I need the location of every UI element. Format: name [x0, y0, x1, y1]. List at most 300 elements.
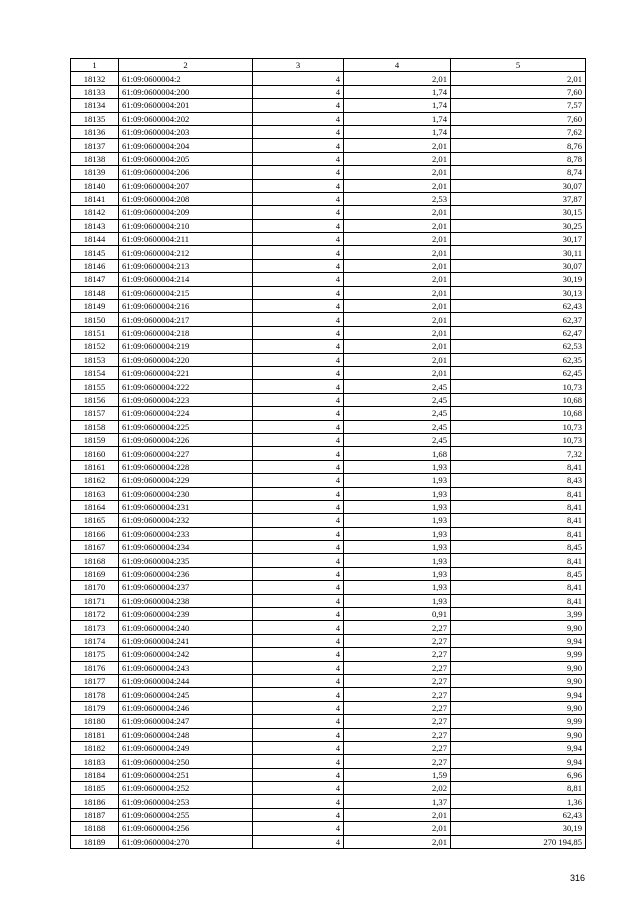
col-4-cell: 1,37: [344, 795, 451, 808]
col-3-cell: 4: [253, 286, 344, 299]
cadastral-number-cell: 61:09:0600004:220: [119, 353, 253, 366]
col-4-cell: 2,01: [344, 259, 451, 272]
col-4-cell: 2,01: [344, 206, 451, 219]
cadastral-number-cell: 61:09:0600004:210: [119, 219, 253, 232]
header-col-5: 5: [451, 59, 586, 72]
table-row: [71, 701, 586, 714]
col-3-cell: 4: [253, 447, 344, 460]
row-number-cell: 18133: [71, 85, 119, 98]
col-5-cell: 30,07: [451, 259, 586, 272]
table-row: [71, 728, 586, 741]
col-4-cell: 2,01: [344, 313, 451, 326]
col-4-cell: 2,01: [344, 366, 451, 379]
col-3-cell: 4: [253, 701, 344, 714]
col-4-cell: 1,74: [344, 125, 451, 138]
col-4-cell: 1,93: [344, 541, 451, 554]
col-5-cell: 8,41: [451, 487, 586, 500]
cadastral-number-cell: 61:09:0600004:245: [119, 688, 253, 701]
col-3-cell: 4: [253, 219, 344, 232]
table-row: [71, 340, 586, 353]
cadastral-number-cell: 61:09:0600004:204: [119, 139, 253, 152]
col-3-cell: 4: [253, 755, 344, 768]
table-row: [71, 85, 586, 98]
table-row: [71, 206, 586, 219]
col-4-cell: 2,45: [344, 393, 451, 406]
col-5-cell: 9,94: [451, 634, 586, 647]
col-3-cell: 4: [253, 460, 344, 473]
col-3-cell: 4: [253, 326, 344, 339]
col-5-cell: 10,68: [451, 393, 586, 406]
row-number-cell: 18176: [71, 661, 119, 674]
col-3-cell: 4: [253, 688, 344, 701]
row-number-cell: 18136: [71, 125, 119, 138]
col-3-cell: 4: [253, 514, 344, 527]
col-5-cell: 9,90: [451, 621, 586, 634]
col-3-cell: 4: [253, 72, 344, 85]
row-number-cell: 18179: [71, 701, 119, 714]
col-4-cell: 2,27: [344, 674, 451, 687]
col-5-cell: 270 194,85: [451, 835, 586, 848]
table-row: [71, 527, 586, 540]
row-number-cell: 18178: [71, 688, 119, 701]
col-5-cell: 30,15: [451, 206, 586, 219]
cadastral-number-cell: 61:09:0600004:213: [119, 259, 253, 272]
col-5-cell: 8,41: [451, 460, 586, 473]
col-5-cell: 10,73: [451, 433, 586, 446]
col-3-cell: 4: [253, 206, 344, 219]
cadastral-number-cell: 61:09:0600004:236: [119, 567, 253, 580]
row-number-cell: 18163: [71, 487, 119, 500]
col-5-cell: 1,36: [451, 795, 586, 808]
col-4-cell: 2,01: [344, 808, 451, 821]
cadastral-number-cell: 61:09:0600004:223: [119, 393, 253, 406]
col-4-cell: 1,93: [344, 554, 451, 567]
row-number-cell: 18134: [71, 99, 119, 112]
col-5-cell: 8,45: [451, 567, 586, 580]
col-3-cell: 4: [253, 648, 344, 661]
row-number-cell: 18140: [71, 179, 119, 192]
col-3-cell: 4: [253, 808, 344, 821]
table-row: [71, 353, 586, 366]
cadastral-number-cell: 61:09:0600004:256: [119, 822, 253, 835]
col-3-cell: 4: [253, 246, 344, 259]
col-5-cell: 30,13: [451, 286, 586, 299]
col-3-cell: 4: [253, 782, 344, 795]
col-3-cell: 4: [253, 420, 344, 433]
col-4-cell: 2,01: [344, 139, 451, 152]
row-number-cell: 18157: [71, 407, 119, 420]
col-3-cell: 4: [253, 581, 344, 594]
col-5-cell: 7,60: [451, 85, 586, 98]
row-number-cell: 18141: [71, 192, 119, 205]
col-3-cell: 4: [253, 99, 344, 112]
row-number-cell: 18147: [71, 273, 119, 286]
table-row: [71, 755, 586, 768]
col-5-cell: 8,78: [451, 152, 586, 165]
row-number-cell: 18173: [71, 621, 119, 634]
col-3-cell: 4: [253, 835, 344, 848]
col-4-cell: 1,74: [344, 99, 451, 112]
col-3-cell: 4: [253, 567, 344, 580]
col-4-cell: 2,27: [344, 728, 451, 741]
cadastral-number-cell: 61:09:0600004:233: [119, 527, 253, 540]
col-5-cell: 62,53: [451, 340, 586, 353]
table-row: [71, 179, 586, 192]
col-5-cell: 9,90: [451, 701, 586, 714]
col-3-cell: 4: [253, 166, 344, 179]
row-number-cell: 18148: [71, 286, 119, 299]
col-5-cell: 8,41: [451, 527, 586, 540]
col-5-cell: 8,43: [451, 474, 586, 487]
col-5-cell: 9,94: [451, 755, 586, 768]
cadastral-number-cell: 61:09:0600004:232: [119, 514, 253, 527]
col-3-cell: 4: [253, 366, 344, 379]
row-number-cell: 18169: [71, 567, 119, 580]
row-number-cell: 18162: [71, 474, 119, 487]
cadastral-number-cell: 61:09:0600004:212: [119, 246, 253, 259]
col-5-cell: 8,41: [451, 514, 586, 527]
col-3-cell: 4: [253, 433, 344, 446]
row-number-cell: 18183: [71, 755, 119, 768]
row-number-cell: 18185: [71, 782, 119, 795]
row-number-cell: 18177: [71, 674, 119, 687]
cadastral-number-cell: 61:09:0600004:248: [119, 728, 253, 741]
col-4-cell: 2,01: [344, 835, 451, 848]
cadastral-number-cell: 61:09:0600004:253: [119, 795, 253, 808]
col-4-cell: 2,27: [344, 621, 451, 634]
col-3-cell: 4: [253, 139, 344, 152]
row-number-cell: 18160: [71, 447, 119, 460]
col-3-cell: 4: [253, 353, 344, 366]
row-number-cell: 18167: [71, 541, 119, 554]
cadastral-number-cell: 61:09:0600004:2: [119, 72, 253, 85]
col-4-cell: 1,93: [344, 514, 451, 527]
col-4-cell: 1,68: [344, 447, 451, 460]
col-5-cell: 10,73: [451, 380, 586, 393]
col-5-cell: 62,43: [451, 300, 586, 313]
col-5-cell: 2,01: [451, 72, 586, 85]
col-3-cell: 4: [253, 125, 344, 138]
col-5-cell: 9,94: [451, 741, 586, 754]
row-number-cell: 18151: [71, 326, 119, 339]
col-5-cell: 30,19: [451, 822, 586, 835]
cadastral-number-cell: 61:09:0600004:240: [119, 621, 253, 634]
table-row: [71, 273, 586, 286]
table-row: [71, 300, 586, 313]
table-row: [71, 541, 586, 554]
cadastral-number-cell: 61:09:0600004:239: [119, 608, 253, 621]
col-3-cell: 4: [253, 380, 344, 393]
cadastral-number-cell: 61:09:0600004:243: [119, 661, 253, 674]
col-5-cell: 8,41: [451, 500, 586, 513]
col-5-cell: 10,73: [451, 420, 586, 433]
table-row: [71, 219, 586, 232]
cadastral-number-cell: 61:09:0600004:247: [119, 715, 253, 728]
cadastral-number-cell: 61:09:0600004:203: [119, 125, 253, 138]
table-row: [71, 192, 586, 205]
table-row: [71, 259, 586, 272]
row-number-cell: 18158: [71, 420, 119, 433]
cadastral-number-cell: 61:09:0600004:209: [119, 206, 253, 219]
table-row: [71, 674, 586, 687]
cadastral-number-cell: 61:09:0600004:228: [119, 460, 253, 473]
col-3-cell: 4: [253, 715, 344, 728]
row-number-cell: 18171: [71, 594, 119, 607]
col-4-cell: 1,93: [344, 567, 451, 580]
col-3-cell: 4: [253, 634, 344, 647]
col-3-cell: 4: [253, 300, 344, 313]
row-number-cell: 18186: [71, 795, 119, 808]
cadastral-number-cell: 61:09:0600004:244: [119, 674, 253, 687]
table-row: [71, 125, 586, 138]
col-5-cell: 37,87: [451, 192, 586, 205]
row-number-cell: 18138: [71, 152, 119, 165]
cadastral-number-cell: 61:09:0600004:251: [119, 768, 253, 781]
table-row: [71, 460, 586, 473]
col-5-cell: 9,99: [451, 648, 586, 661]
col-4-cell: 2,45: [344, 407, 451, 420]
row-number-cell: 18175: [71, 648, 119, 661]
col-5-cell: 8,41: [451, 594, 586, 607]
row-number-cell: 18149: [71, 300, 119, 313]
cadastral-number-cell: 61:09:0600004:270: [119, 835, 253, 848]
table-row: [71, 152, 586, 165]
row-number-cell: 18144: [71, 233, 119, 246]
cadastral-number-cell: 61:09:0600004:252: [119, 782, 253, 795]
col-5-cell: 62,35: [451, 353, 586, 366]
col-5-cell: 10,68: [451, 407, 586, 420]
row-number-cell: 18132: [71, 72, 119, 85]
col-3-cell: 4: [253, 500, 344, 513]
col-4-cell: 1,93: [344, 460, 451, 473]
row-number-cell: 18187: [71, 808, 119, 821]
col-5-cell: 7,32: [451, 447, 586, 460]
col-4-cell: 2,45: [344, 420, 451, 433]
col-5-cell: 9,99: [451, 715, 586, 728]
col-3-cell: 4: [253, 152, 344, 165]
col-3-cell: 4: [253, 340, 344, 353]
col-5-cell: 8,41: [451, 581, 586, 594]
col-4-cell: 2,27: [344, 648, 451, 661]
col-4-cell: 2,01: [344, 246, 451, 259]
cadastral-number-cell: 61:09:0600004:208: [119, 192, 253, 205]
row-number-cell: 18172: [71, 608, 119, 621]
cadastral-number-cell: 61:09:0600004:218: [119, 326, 253, 339]
col-4-cell: 2,01: [344, 300, 451, 313]
row-number-cell: 18188: [71, 822, 119, 835]
row-number-cell: 18137: [71, 139, 119, 152]
col-4-cell: 2,27: [344, 715, 451, 728]
col-3-cell: 4: [253, 621, 344, 634]
cadastral-number-cell: 61:09:0600004:249: [119, 741, 253, 754]
col-4-cell: 1,93: [344, 594, 451, 607]
table-row: [71, 407, 586, 420]
row-number-cell: 18145: [71, 246, 119, 259]
table-row: [71, 715, 586, 728]
col-5-cell: 8,45: [451, 541, 586, 554]
col-5-cell: 62,47: [451, 326, 586, 339]
col-4-cell: 2,27: [344, 741, 451, 754]
table-row: [71, 688, 586, 701]
table-row: [71, 99, 586, 112]
row-number-cell: 18174: [71, 634, 119, 647]
row-number-cell: 18153: [71, 353, 119, 366]
row-number-cell: 18184: [71, 768, 119, 781]
col-3-cell: 4: [253, 741, 344, 754]
col-3-cell: 4: [253, 768, 344, 781]
row-number-cell: 18180: [71, 715, 119, 728]
col-3-cell: 4: [253, 822, 344, 835]
col-4-cell: 2,27: [344, 755, 451, 768]
cadastral-number-cell: 61:09:0600004:225: [119, 420, 253, 433]
row-number-cell: 18159: [71, 433, 119, 446]
col-5-cell: 62,37: [451, 313, 586, 326]
row-number-cell: 18181: [71, 728, 119, 741]
row-number-cell: 18143: [71, 219, 119, 232]
col-4-cell: 2,01: [344, 179, 451, 192]
cadastral-number-cell: 61:09:0600004:205: [119, 152, 253, 165]
col-3-cell: 4: [253, 273, 344, 286]
col-5-cell: 30,19: [451, 273, 586, 286]
col-5-cell: 30,11: [451, 246, 586, 259]
row-number-cell: 18156: [71, 393, 119, 406]
table-row: [71, 420, 586, 433]
row-number-cell: 18135: [71, 112, 119, 125]
cadastral-number-cell: 61:09:0600004:221: [119, 366, 253, 379]
table-row: [71, 433, 586, 446]
cadastral-number-cell: 61:09:0600004:237: [119, 581, 253, 594]
cadastral-number-cell: 61:09:0600004:255: [119, 808, 253, 821]
cadastral-number-cell: 61:09:0600004:202: [119, 112, 253, 125]
col-3-cell: 4: [253, 487, 344, 500]
row-number-cell: 18161: [71, 460, 119, 473]
cadastral-number-cell: 61:09:0600004:216: [119, 300, 253, 313]
col-4-cell: 2,27: [344, 688, 451, 701]
table-row: [71, 366, 586, 379]
col-5-cell: 30,17: [451, 233, 586, 246]
col-5-cell: 9,94: [451, 688, 586, 701]
table-row: [71, 286, 586, 299]
col-4-cell: 1,93: [344, 581, 451, 594]
table-row: [71, 313, 586, 326]
cadastral-number-cell: 61:09:0600004:214: [119, 273, 253, 286]
cadastral-number-cell: 61:09:0600004:226: [119, 433, 253, 446]
col-5-cell: 30,25: [451, 219, 586, 232]
cadastral-number-cell: 61:09:0600004:219: [119, 340, 253, 353]
table-row: [71, 72, 586, 85]
row-number-cell: 18154: [71, 366, 119, 379]
col-3-cell: 4: [253, 407, 344, 420]
col-5-cell: 8,41: [451, 554, 586, 567]
table-row: [71, 393, 586, 406]
col-3-cell: 4: [253, 259, 344, 272]
col-4-cell: 1,93: [344, 527, 451, 540]
col-3-cell: 4: [253, 313, 344, 326]
cadastral-number-cell: 61:09:0600004:246: [119, 701, 253, 714]
col-3-cell: 4: [253, 661, 344, 674]
col-5-cell: 7,57: [451, 99, 586, 112]
col-4-cell: 2,01: [344, 326, 451, 339]
col-4-cell: 1,93: [344, 487, 451, 500]
col-5-cell: 3,99: [451, 608, 586, 621]
cadastral-number-cell: 61:09:0600004:224: [119, 407, 253, 420]
col-3-cell: 4: [253, 527, 344, 540]
col-3-cell: 4: [253, 541, 344, 554]
col-3-cell: 4: [253, 85, 344, 98]
table-row: [71, 621, 586, 634]
col-3-cell: 4: [253, 674, 344, 687]
table-row: [71, 782, 586, 795]
row-number-cell: 18189: [71, 835, 119, 848]
col-4-cell: 2,01: [344, 233, 451, 246]
col-4-cell: 1,74: [344, 85, 451, 98]
col-4-cell: 2,45: [344, 380, 451, 393]
table-row: [71, 822, 586, 835]
table-row: [71, 741, 586, 754]
col-4-cell: 2,01: [344, 286, 451, 299]
table-row: [71, 380, 586, 393]
cadastral-number-cell: 61:09:0600004:241: [119, 634, 253, 647]
col-3-cell: 4: [253, 608, 344, 621]
table-row: [71, 768, 586, 781]
data-table: [70, 58, 586, 849]
cadastral-number-cell: 61:09:0600004:231: [119, 500, 253, 513]
table-row: [71, 447, 586, 460]
table-row: [71, 166, 586, 179]
row-number-cell: 18166: [71, 527, 119, 540]
row-number-cell: 18155: [71, 380, 119, 393]
row-number-cell: 18139: [71, 166, 119, 179]
table-row: [71, 648, 586, 661]
col-3-cell: 4: [253, 192, 344, 205]
cadastral-number-cell: 61:09:0600004:230: [119, 487, 253, 500]
col-4-cell: 1,59: [344, 768, 451, 781]
row-number-cell: 18150: [71, 313, 119, 326]
table-row: [71, 474, 586, 487]
col-3-cell: 4: [253, 594, 344, 607]
col-4-cell: 2,01: [344, 72, 451, 85]
col-5-cell: 7,62: [451, 125, 586, 138]
table-row: [71, 608, 586, 621]
col-4-cell: 2,27: [344, 701, 451, 714]
row-number-cell: 18170: [71, 581, 119, 594]
col-3-cell: 4: [253, 554, 344, 567]
header-col-1: 1: [71, 59, 119, 72]
col-5-cell: 8,76: [451, 139, 586, 152]
table-row: [71, 594, 586, 607]
header-col-3: 3: [253, 59, 344, 72]
col-4-cell: 1,74: [344, 112, 451, 125]
col-5-cell: 9,90: [451, 728, 586, 741]
col-4-cell: 2,01: [344, 219, 451, 232]
col-4-cell: 2,53: [344, 192, 451, 205]
cadastral-number-cell: 61:09:0600004:222: [119, 380, 253, 393]
table-row: [71, 661, 586, 674]
cadastral-number-cell: 61:09:0600004:250: [119, 755, 253, 768]
col-4-cell: 2,02: [344, 782, 451, 795]
col-4-cell: 0,91: [344, 608, 451, 621]
table-row: [71, 634, 586, 647]
col-3-cell: 4: [253, 233, 344, 246]
col-4-cell: 2,27: [344, 661, 451, 674]
col-4-cell: 2,01: [344, 340, 451, 353]
cadastral-number-cell: 61:09:0600004:235: [119, 554, 253, 567]
col-4-cell: 1,93: [344, 500, 451, 513]
cadastral-number-cell: 61:09:0600004:200: [119, 85, 253, 98]
col-3-cell: 4: [253, 179, 344, 192]
table-row: [71, 112, 586, 125]
col-3-cell: 4: [253, 393, 344, 406]
